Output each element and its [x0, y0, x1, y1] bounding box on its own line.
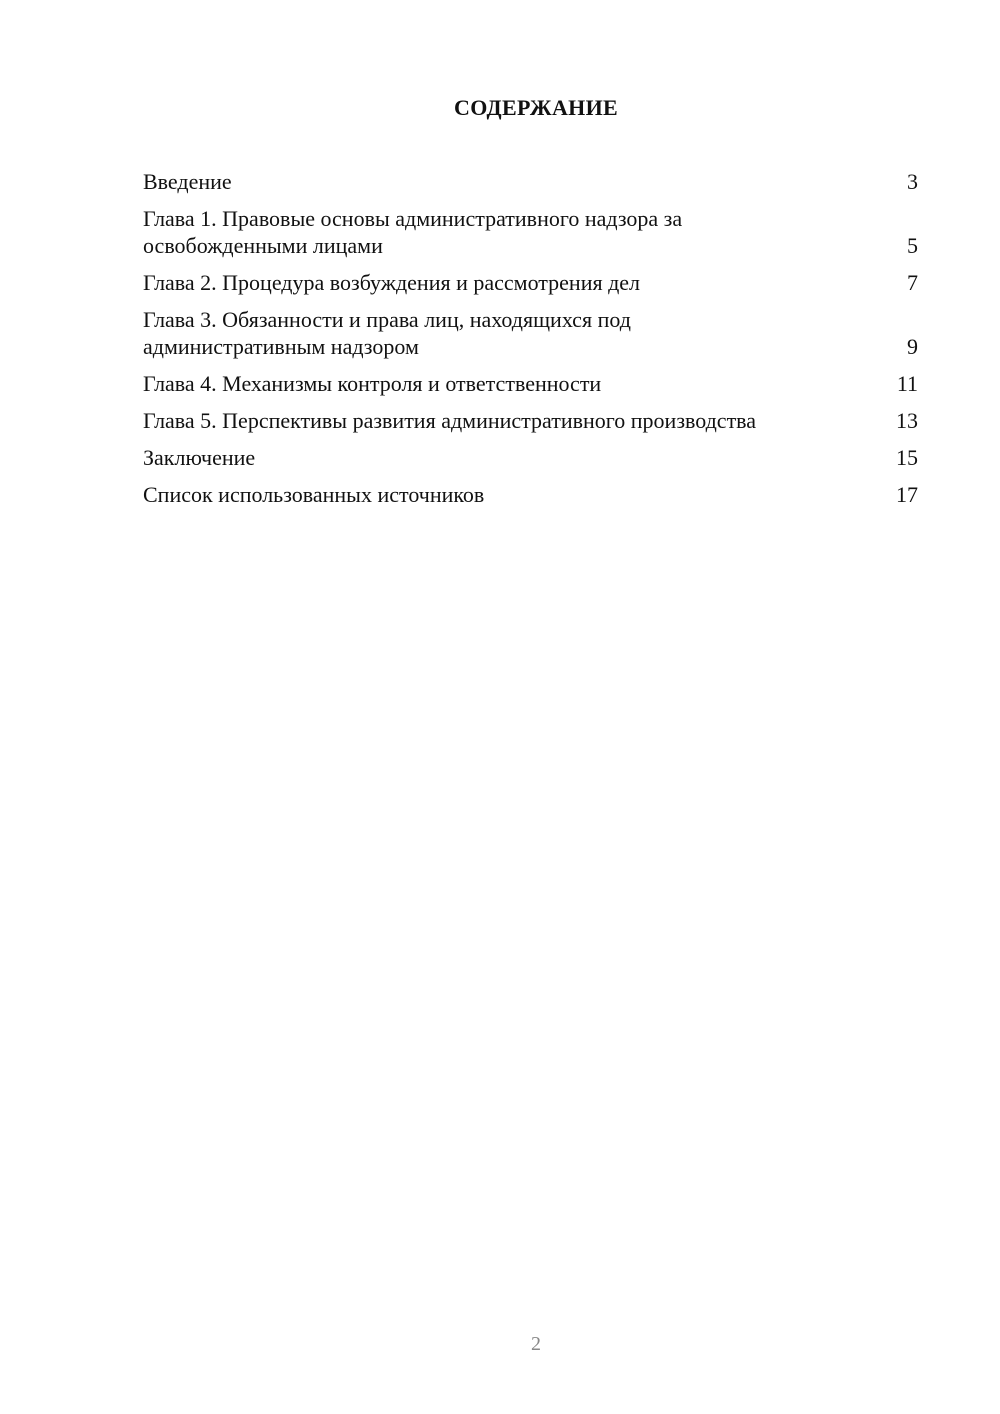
toc-entry-page: 11 — [896, 371, 918, 396]
toc-entry — [143, 269, 918, 296]
toc-entry — [143, 306, 918, 360]
toc-entry-text: Список использованных источников — [143, 482, 485, 507]
toc-entry-text: Глава 4. Механизмы контроля и ответственности — [143, 371, 602, 396]
toc-entry-page: 17 — [896, 482, 918, 507]
toc-entry-text: Заключение — [143, 445, 256, 470]
toc-entry-page: 13 — [896, 408, 918, 433]
toc-entry — [143, 444, 918, 471]
page-number: 2 — [531, 1333, 541, 1355]
toc-entry-page: 7 — [907, 270, 918, 295]
toc-title: СОДЕРЖАНИЕ — [454, 95, 618, 120]
toc-entry-text: Глава 5. Перспективы развития административного производства — [143, 408, 757, 433]
toc-entry — [143, 407, 918, 434]
toc-entry-text: Глава 3. Обязанности и права лиц, находящихся под административным надзором — [143, 307, 631, 359]
table-of-contents — [143, 168, 918, 518]
toc-entry — [143, 370, 918, 397]
toc-entry — [143, 205, 918, 259]
toc-entry-page: 9 — [907, 334, 918, 359]
toc-entry — [143, 168, 918, 195]
toc-entry — [143, 481, 918, 508]
toc-entry-text: Глава 2. Процедура возбуждения и рассмотрения дел — [143, 270, 641, 295]
toc-entry-text: Введение — [143, 169, 232, 194]
toc-entry-text: Глава 1. Правовые основы административного надзора за освобожденными лицами — [143, 206, 683, 258]
toc-entry-page: 3 — [907, 169, 918, 194]
toc-entry-page: 15 — [896, 445, 918, 470]
toc-entry-page: 5 — [907, 233, 918, 258]
